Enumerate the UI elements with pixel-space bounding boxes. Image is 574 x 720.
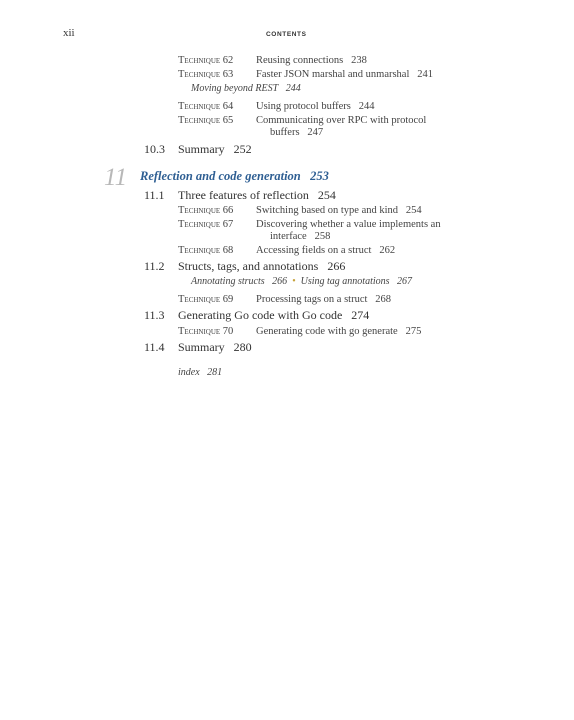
toc-entry-chapter-11[interactable]: Reflection and code generation 253 (140, 169, 329, 183)
toc-entry-annotating-structs[interactable]: Annotating structs 266 (191, 276, 288, 287)
technique-label: Technique 67 (178, 219, 234, 230)
technique-label: Technique 69 (178, 294, 234, 305)
technique-title: Using protocol buffers 244 (256, 101, 375, 112)
page-number: 241 (417, 69, 434, 80)
technique-label: Technique 68 (178, 245, 234, 256)
chapter-number: 11 (104, 164, 128, 191)
toc-entry-index[interactable]: index 281 (178, 367, 223, 378)
page-number: 266 (327, 259, 346, 273)
technique-label: Technique 70 (178, 326, 234, 337)
page-number: 266 (272, 276, 288, 287)
page-number: 267 (397, 276, 413, 287)
technique-title: Processing tags on a struct 268 (256, 294, 392, 305)
section-number: 11.2 (144, 259, 165, 273)
technique-title: Communicating over RPC with protocol (256, 115, 427, 126)
toc-entry-technique-68[interactable] (0, 245, 574, 259)
toc-entry-section-11-1[interactable]: Three features of reflection 254 (178, 188, 336, 202)
technique-label: Technique 64 (178, 101, 234, 112)
page-number: 238 (351, 55, 367, 66)
page-number: 244 (285, 83, 301, 94)
technique-title-continued: interface 258 (270, 231, 331, 242)
toc-entry-technique-69[interactable] (0, 294, 574, 308)
toc-entry-technique-62[interactable] (0, 55, 574, 69)
page-number: 268 (375, 294, 392, 305)
page-folio: xii (63, 27, 75, 39)
toc-entry-technique-63[interactable] (0, 69, 574, 83)
toc-entry-technique-70[interactable] (0, 326, 574, 340)
page-number: 252 (233, 142, 252, 156)
page-number: 281 (207, 367, 223, 378)
technique-title: Faster JSON marshal and unmarshal 241 (256, 69, 434, 80)
technique-label: Technique 62 (178, 55, 234, 66)
technique-title: Generating code with go generate 275 (256, 326, 422, 337)
technique-title: Accessing fields on a struct 262 (256, 245, 396, 256)
bullet-separator: • (292, 276, 296, 287)
page-number: 254 (405, 205, 422, 216)
technique-title-continued: buffers 247 (270, 127, 324, 138)
page-number: 258 (314, 231, 331, 242)
section-number: 10.3 (144, 142, 165, 156)
page-number: 275 (405, 326, 422, 337)
technique-label: Technique 66 (178, 205, 234, 216)
toc-subentries-annotations (191, 276, 412, 287)
toc-entry-technique-65[interactable] (0, 115, 574, 143)
toc-entry-technique-66[interactable] (0, 205, 574, 219)
section-number: 11.4 (144, 340, 165, 354)
technique-title: Switching based on type and kind 254 (256, 205, 422, 216)
toc-entry-technique-64[interactable] (0, 101, 574, 115)
page-number: 253 (310, 169, 329, 183)
technique-title: Discovering whether a value implements an (256, 219, 441, 230)
toc-entry-section-11-2[interactable]: Structs, tags, and annotations 266 (178, 259, 346, 273)
page-number: 254 (317, 188, 336, 202)
toc-entry-section-11-4[interactable]: Summary 280 (178, 340, 252, 354)
section-number: 11.1 (144, 188, 165, 202)
page-number: 280 (233, 340, 252, 354)
toc-entry-section-10-3[interactable]: Summary 252 (178, 142, 252, 156)
toc-entry-using-tag-annotations[interactable]: Using tag annotations 267 (300, 276, 413, 287)
page-number: 262 (379, 245, 396, 256)
section-number: 11.3 (144, 308, 165, 322)
page-number: 244 (358, 101, 375, 112)
page-number: 274 (351, 308, 370, 322)
toc-entry-section-11-3[interactable]: Generating Go code with Go code 274 (178, 308, 370, 322)
page-number: 247 (307, 127, 324, 138)
technique-title: Reusing connections 238 (256, 55, 367, 66)
technique-label: Technique 63 (178, 69, 234, 80)
technique-label: Technique 65 (178, 115, 234, 126)
toc-entry-moving-beyond-rest[interactable]: Moving beyond REST 244 (191, 83, 301, 94)
running-head: CONTENTS (266, 31, 307, 38)
toc-entry-technique-67[interactable] (0, 219, 574, 247)
